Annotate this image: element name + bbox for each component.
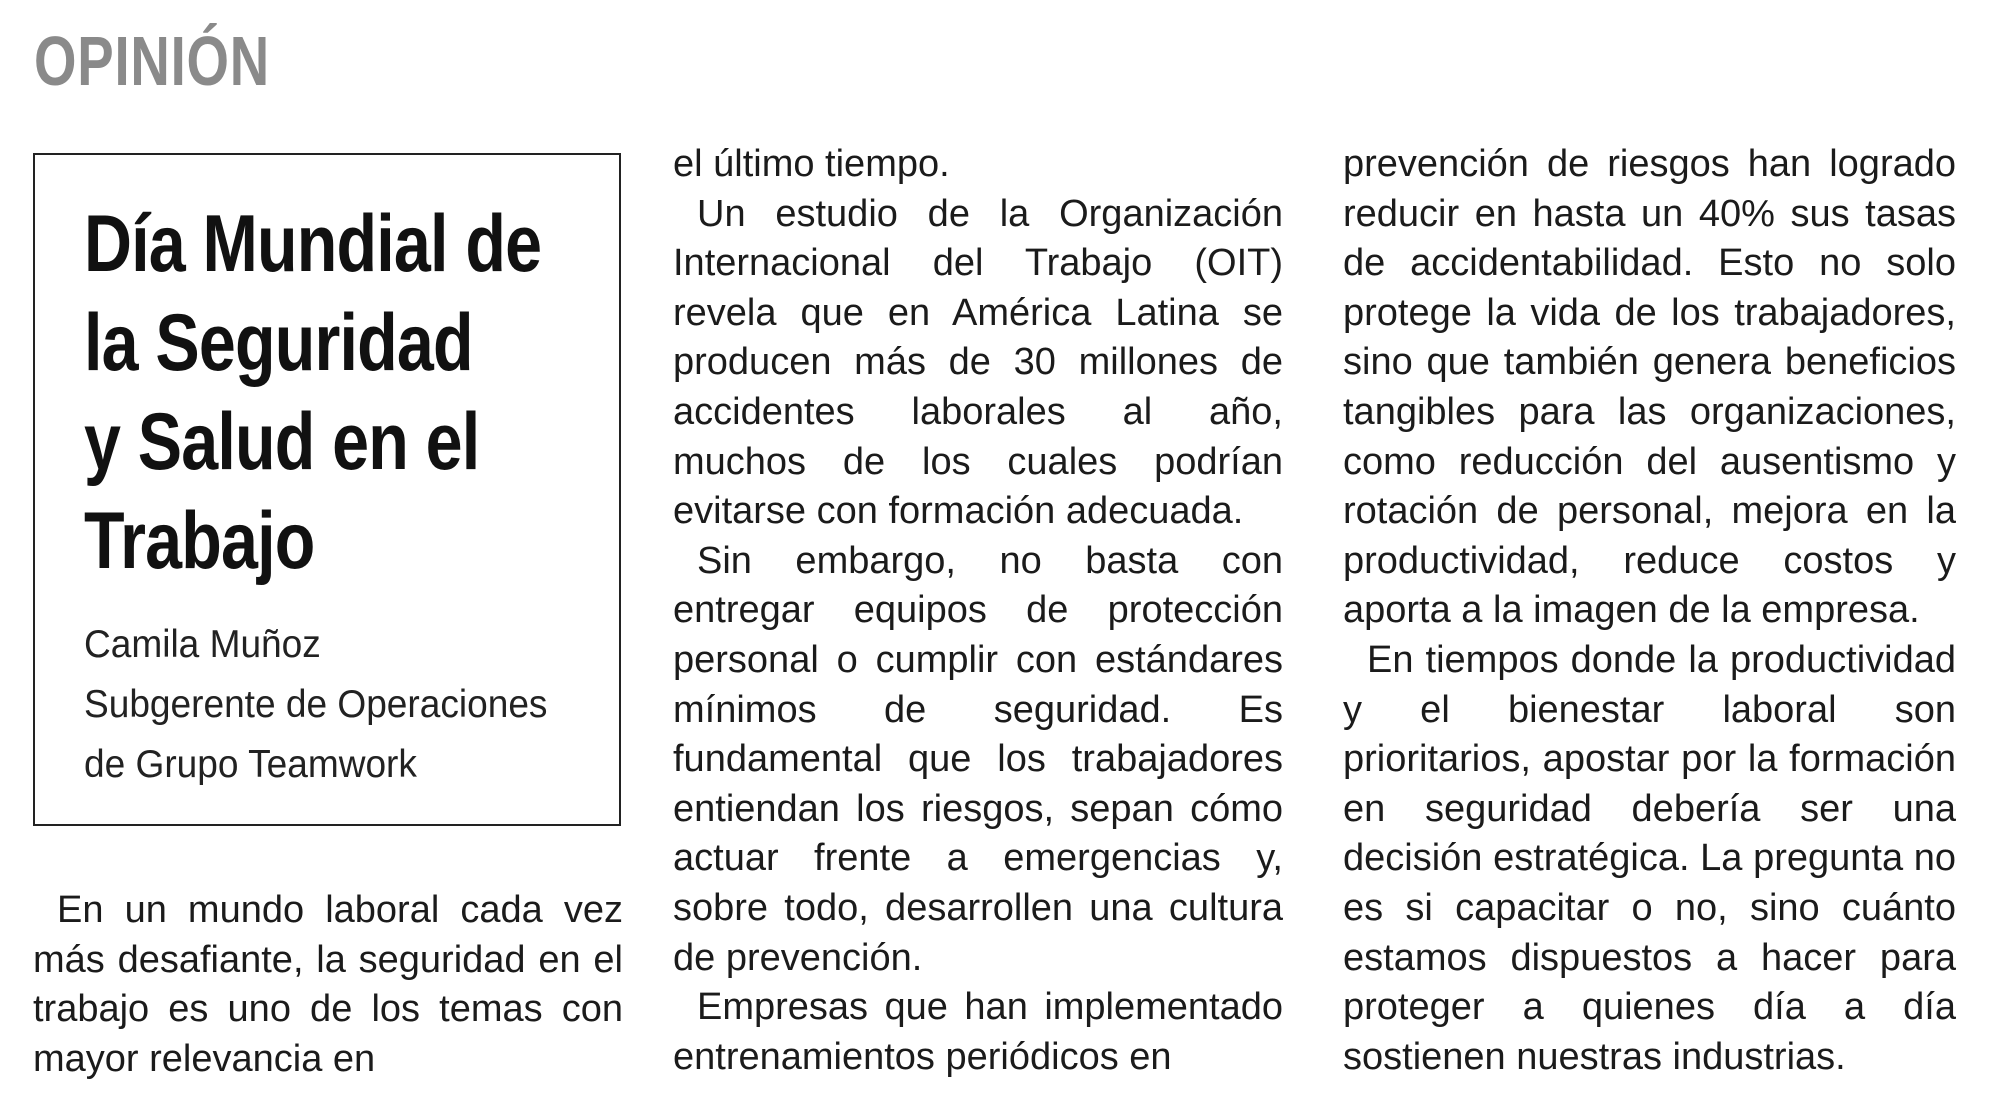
paragraph: Un estudio de la Organización Internacional del Trabajo (OIT) revela que en América Latina se producen más de 30 millones de accidentes laborales al año, muchos de los cuales podrían evitarse con formación adecuada. — [673, 192, 1283, 533]
paragraph: Empresas que han implementado entrenamientos periódicos en — [673, 986, 1283, 1078]
author-company: de Grupo Teamwork — [84, 743, 417, 786]
paragraph: En un mundo laboral cada vez más desafiante, la seguridad en el trabajo es uno de los temas con mayor relevancia en — [33, 889, 623, 1080]
article-headline — [84, 195, 542, 591]
headline-line: la Seguridad — [84, 298, 473, 388]
paragraph-continued: el último tiempo. — [673, 143, 950, 185]
headline-line: y Salud en el — [84, 397, 480, 487]
paragraph: En tiempos donde la productividad y el bienestar laboral son prioritarios, apostar por la formación en seguridad debería ser una decisión estratégica. La pregunta no es si capacitar o no, sino cuánto estamos dispuestos a hacer para proteger a quienes día a día sostienen nuestras industrias. — [1343, 638, 1956, 1078]
author-name: Camila Muñoz — [84, 623, 321, 666]
paragraph-continued: prevención de riesgos han logrado reducir en hasta un 40% sus tasas de accidentabilidad. Esto no solo protege la vida de los trabajadores, sino que también genera beneficios tangibles para las organizaciones, como reducción del ausentismo y rotación de personal, mejora en la productividad, reduce costos y aporta a la imagen de la empresa. — [1343, 143, 1956, 632]
headline-line: Día Mundial de — [84, 199, 542, 289]
column-2 — [673, 140, 1283, 1082]
byline — [84, 615, 547, 795]
section-label: OPINIÓN — [34, 22, 271, 100]
column-3 — [1343, 140, 1956, 1082]
column-1 — [33, 886, 623, 1084]
author-role: Subgerente de Operaciones — [84, 683, 548, 726]
headline-line: Trabajo — [84, 496, 315, 586]
headline-box — [33, 153, 621, 826]
paragraph: Sin embargo, no basta con entregar equipos de protección personal o cumplir con estándares mínimos de seguridad. Es fundamental que los trabajadores entiendan los riesgos, sepan cómo actuar frente a emergencias y, sobre todo, desarrollen una cultura de prevención. — [673, 539, 1283, 979]
